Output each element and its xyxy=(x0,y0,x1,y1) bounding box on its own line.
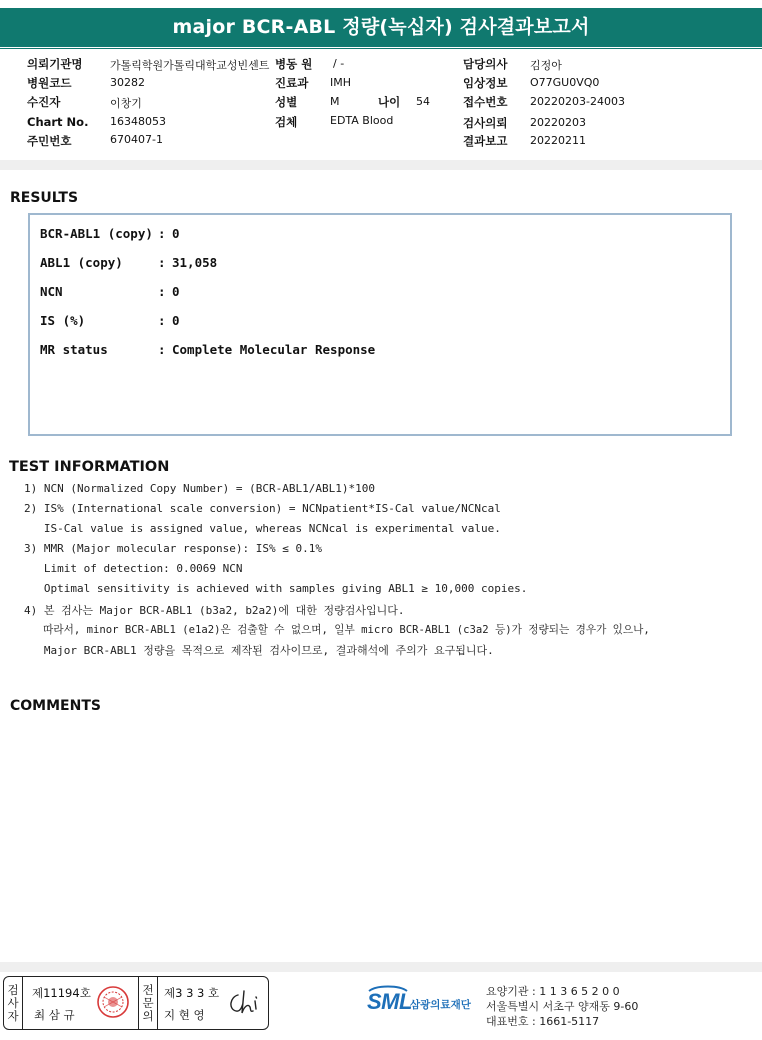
test-info-heading: TEST INFORMATION xyxy=(9,459,170,475)
result-value: 31,058 xyxy=(172,255,218,270)
test-info-line: 3) MMR (Major molecular response): IS% ≤ 0.1% xyxy=(24,542,323,555)
tester-name: 최 삼 규 xyxy=(34,1008,75,1022)
vertical-char: 전 xyxy=(142,982,154,997)
specialist-name: 지 현 영 xyxy=(164,1008,205,1022)
footer-separator xyxy=(0,962,762,972)
hospital-label: 의뢰기관명 xyxy=(27,57,83,71)
result-colon: : xyxy=(158,226,166,241)
accession-label: 접수번호 xyxy=(463,95,508,109)
doctor-value: 김정아 xyxy=(530,59,562,72)
age-label: 나이 xyxy=(378,95,401,109)
ward-label: 병동 원 xyxy=(275,57,313,71)
test-info-line: 1) NCN (Normalized Copy Number) = (BCR-ABL1/ABL1)*100 xyxy=(24,482,375,495)
result-row-is xyxy=(40,313,180,328)
signature-box xyxy=(3,976,269,1030)
test-info-line: Limit of detection: 0.0069 NCN xyxy=(24,562,243,575)
report-title-bar xyxy=(0,8,762,47)
result-key: NCN xyxy=(40,284,63,299)
vertical-char: 의 xyxy=(142,1008,154,1023)
agency-code: 요양기관 : 1 1 3 6 5 2 0 0 xyxy=(486,985,620,998)
vertical-char: 사 xyxy=(7,995,19,1010)
report-date-label: 결과보고 xyxy=(463,134,508,148)
sex-value: M xyxy=(330,95,340,108)
specialist-license-no: 제3 3 3 호 xyxy=(164,986,220,1000)
test-info-line: Major BCR-ABL1 정량을 목적으로 제작된 검사이므로, 결과해석에 주의가 요구됩니다. xyxy=(24,644,494,657)
test-info-line: Optimal sensitivity is achieved with samples giving ABL1 ≥ 10,000 copies. xyxy=(24,582,528,595)
department-value: IMH xyxy=(330,76,352,89)
report-date-value: 20220211 xyxy=(530,134,586,147)
org-address: 서울특별시 서초구 양재동 9-60 xyxy=(486,1000,639,1013)
result-colon: : xyxy=(158,255,166,270)
specimen-value: EDTA Blood xyxy=(330,114,394,127)
tester-license-no: 제11194호 xyxy=(32,986,91,1000)
resident-no-label: 주민번호 xyxy=(27,134,72,148)
result-key: BCR-ABL1 (copy) xyxy=(40,226,153,241)
department-label: 진료과 xyxy=(275,76,309,90)
hospital-code-label: 병원코드 xyxy=(27,76,72,90)
result-row-mr-status xyxy=(40,342,375,357)
result-colon: : xyxy=(158,313,166,328)
ward-value: / - xyxy=(333,57,345,70)
hospital-value: 가톨릭학원가톨릭대학교성빈센트 xyxy=(110,59,270,72)
result-colon: : xyxy=(158,342,166,357)
accession-value: 20220203-24003 xyxy=(530,95,625,108)
test-info-line: 2) IS% (International scale conversion) = NCNpatient*IS-Cal value/NCNcal xyxy=(24,502,501,515)
doctor-label: 담당의사 xyxy=(463,57,508,71)
clinical-info-label: 임상정보 xyxy=(463,76,508,90)
patient-label: 수진자 xyxy=(27,95,61,109)
sml-logo xyxy=(367,985,479,1023)
result-colon: : xyxy=(158,284,166,299)
result-key: MR status xyxy=(40,342,108,357)
org-address-block xyxy=(486,984,638,1029)
hospital-code-value: 30282 xyxy=(110,76,145,89)
results-heading: RESULTS xyxy=(10,190,79,206)
sex-label: 성별 xyxy=(275,95,298,109)
chart-no-value: 16348053 xyxy=(110,115,166,128)
result-row-abl1 xyxy=(40,255,217,270)
resident-no-value: 670407-1 xyxy=(110,133,163,146)
age-value: 54 xyxy=(416,95,430,108)
org-name: 삼광의료재단 xyxy=(410,999,471,1011)
result-key: IS (%) xyxy=(40,313,86,328)
comments-heading: COMMENTS xyxy=(10,698,101,714)
vertical-char: 검 xyxy=(7,982,19,997)
vertical-char: 문 xyxy=(142,995,154,1010)
result-value: 0 xyxy=(172,313,180,328)
report-title: major BCR-ABL 정량(녹십자) 검사결과보고서 xyxy=(172,16,590,38)
results-box xyxy=(28,213,732,436)
test-info-line: 따라서, minor BCR-ABL1 (e1a2)은 검출할 수 없으며, 일부 micro BCR-ABL1 (c3a2 등)가 정량되는 경우가 있으나, xyxy=(24,624,650,636)
result-value: 0 xyxy=(172,226,180,241)
result-value: Complete Molecular Response xyxy=(172,342,376,357)
result-row-ncn xyxy=(40,284,180,299)
vertical-char: 자 xyxy=(7,1008,19,1023)
patient-value: 이창기 xyxy=(110,97,142,110)
specialist-vertical-label xyxy=(138,977,158,1029)
sml-logo-text: SML xyxy=(367,989,412,1014)
title-underline xyxy=(0,48,762,49)
chart-no-label: Chart No. xyxy=(27,115,89,129)
signature-icon xyxy=(226,987,264,1019)
result-value: 0 xyxy=(172,284,180,299)
clinical-info-value: O77GU0VQ0 xyxy=(530,76,600,89)
result-key: ABL1 (copy) xyxy=(40,255,123,270)
test-info-line: 4) 본 검사는 Major BCR-ABL1 (b3a2, b2a2)에 대한 정량검사입니다. xyxy=(24,604,405,617)
request-date-value: 20220203 xyxy=(530,116,586,129)
header-separator xyxy=(0,160,762,170)
result-row-bcr-abl1 xyxy=(40,226,180,241)
request-date-label: 검사의뢰 xyxy=(463,116,508,130)
tester-vertical-label xyxy=(4,977,23,1029)
org-phone: 대표번호 : 1661-5117 xyxy=(486,1015,600,1028)
test-info-line: IS-Cal value is assigned value, whereas NCNcal is experimental value. xyxy=(24,522,501,535)
seal-stamp-icon xyxy=(96,985,130,1019)
specimen-label: 검체 xyxy=(275,115,298,129)
